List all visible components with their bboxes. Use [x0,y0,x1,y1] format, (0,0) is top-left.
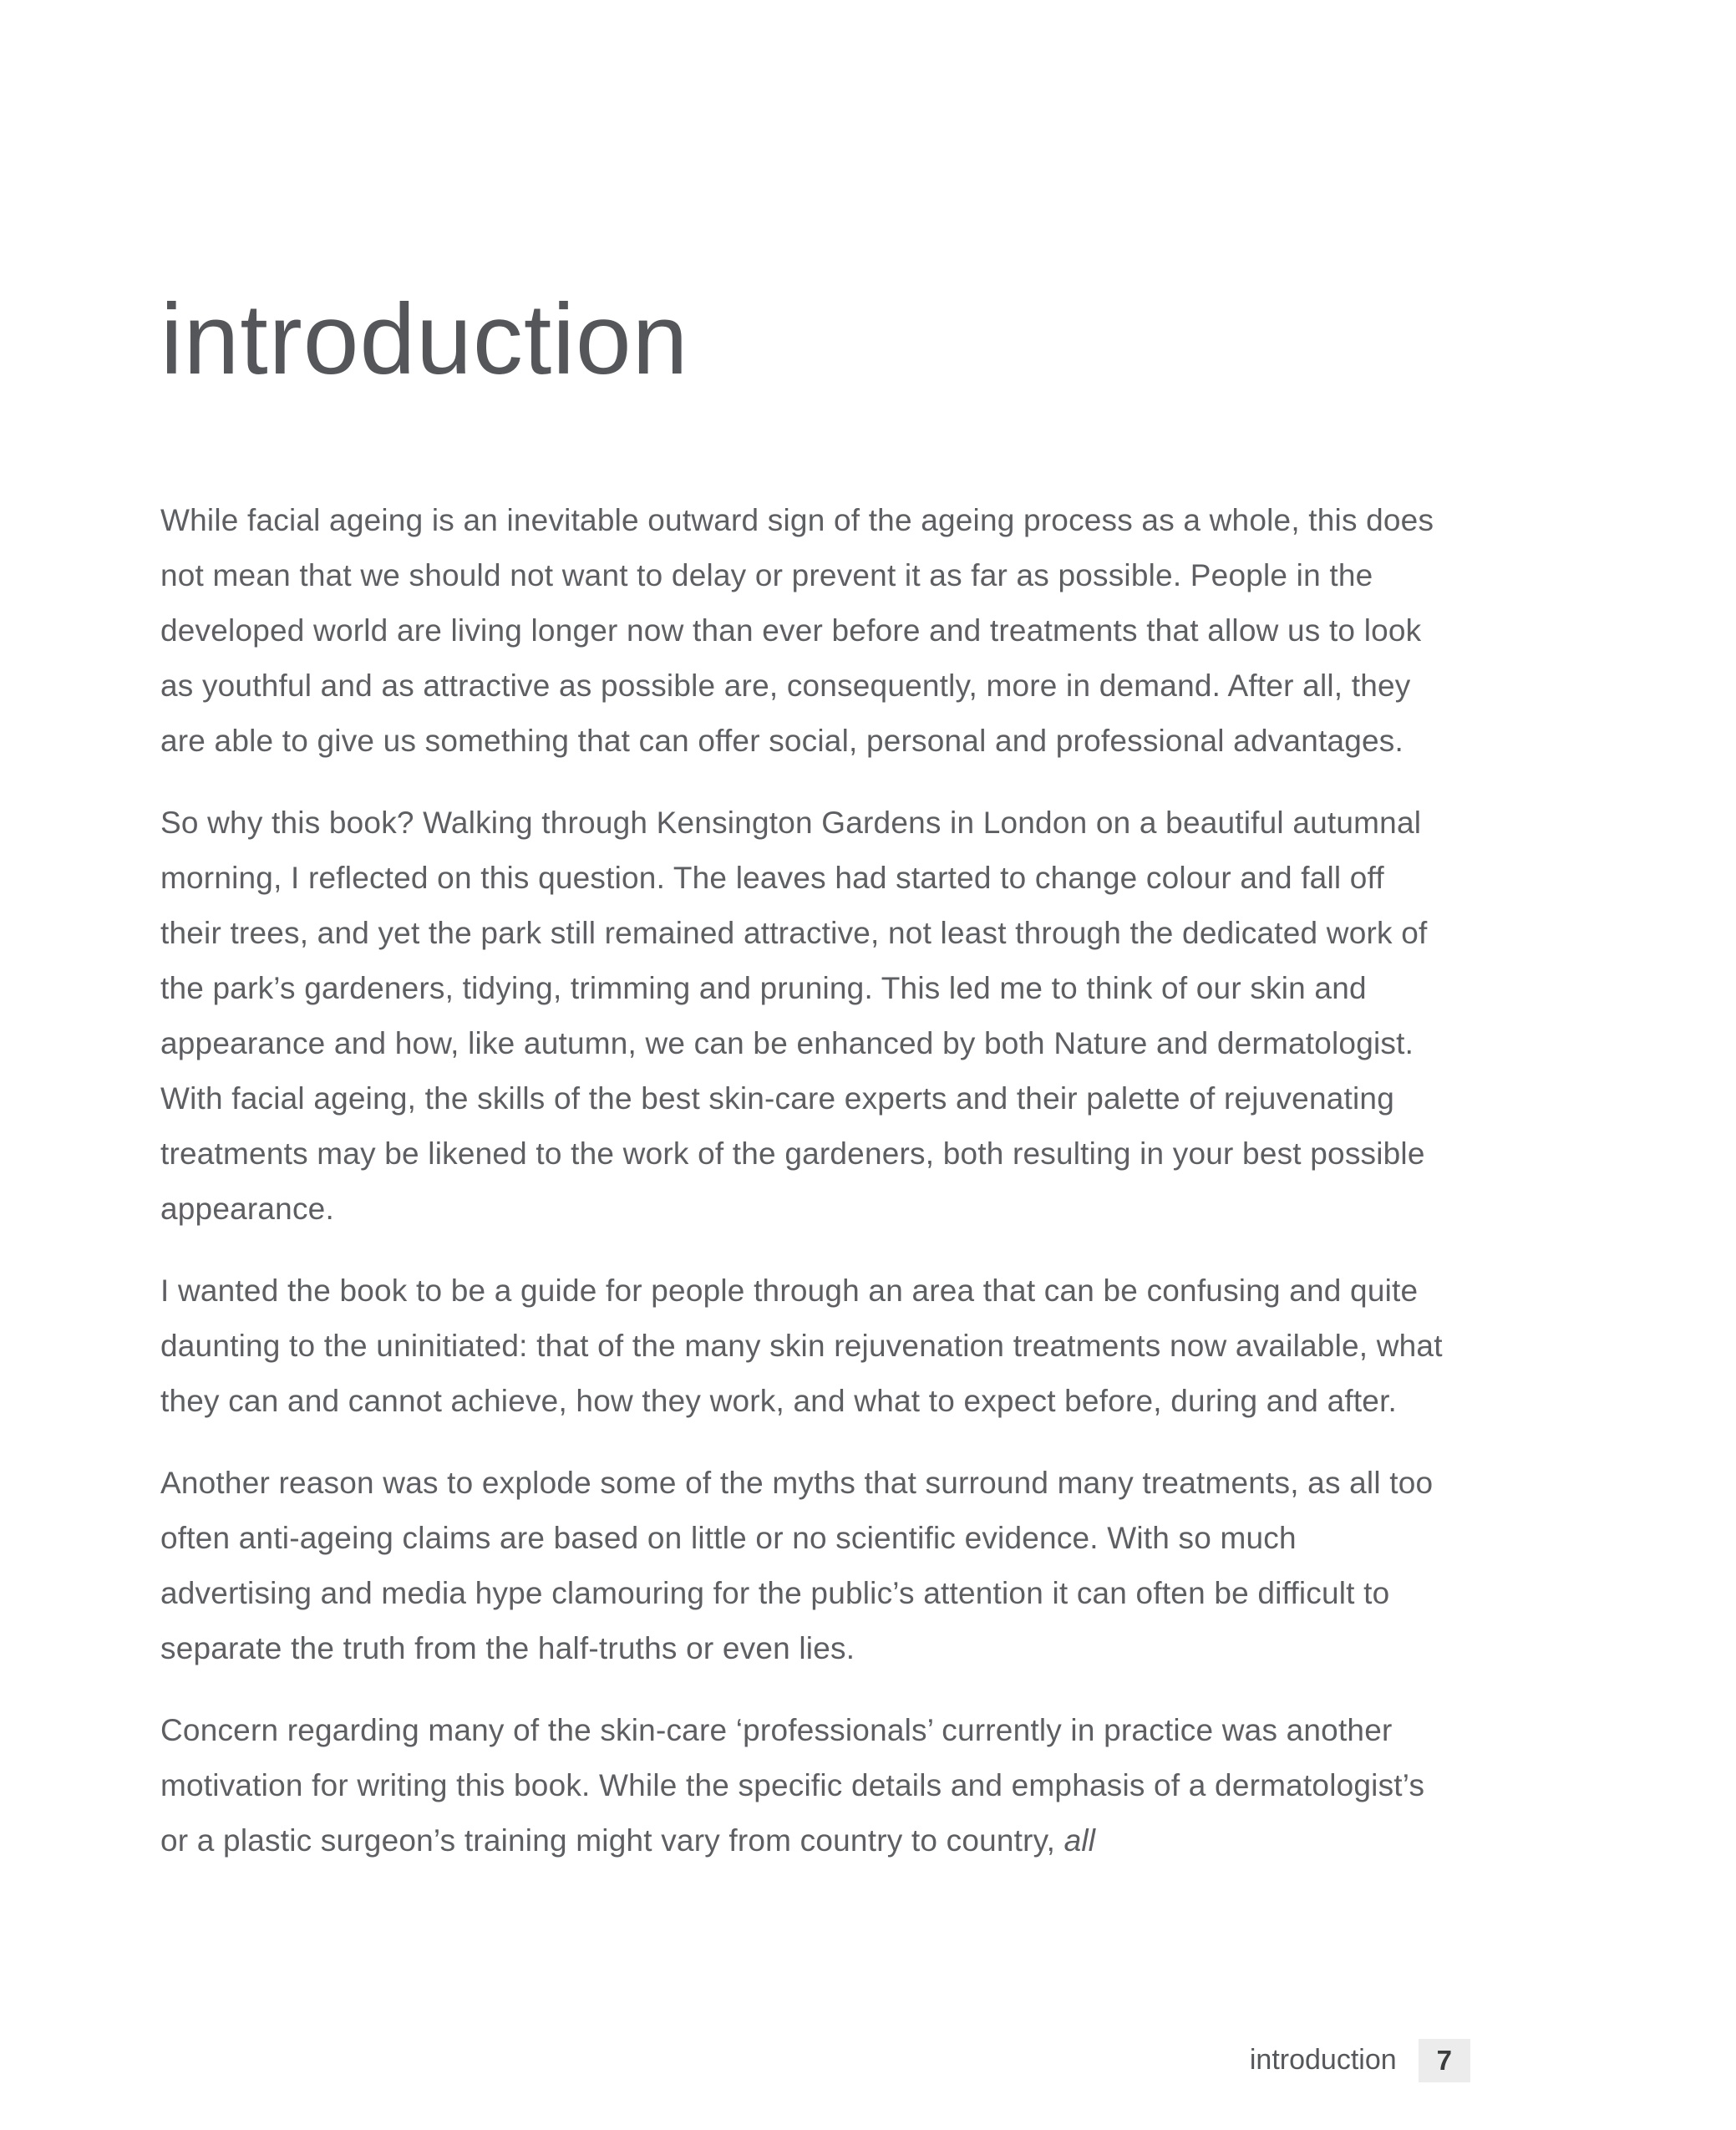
paragraph-text: Concern regarding many of the skin-care ‘professionals’ currently in practice was another motivation for writing this book. While the specific details and emphasis of a dermatologist’s or a plastic surgeon’s training might vary from country to country, [160,1713,1425,1858]
footer-section-label: introduction [1249,2044,1397,2077]
body-paragraph: While facial ageing is an inevitable outward sign of the ageing process as a whole, this does not mean that we should not want to delay or prevent it as far as possible. People in the developed world are living longer now than ever before and treatments that allow us to look as youthful and as attractive as possible are, consequently, more in demand. After all, they are able to give us something that can offer social, personal and professional advantages. [160,503,1434,758]
body-text [160,493,1454,1868]
page-footer [1250,2039,1470,2082]
body-paragraph [160,1703,1454,1868]
body-paragraph: So why this book? Walking through Kensington Gardens in London on a beautiful autumnal morning, I reflected on this question. The leaves had started to change colour and fall off their trees, and yet the park still remained attractive, not least through the dedicated work of the park’s gardeners, tidying, trimming and pruning. This led me to think of our skin and appearance and how, like autumn, we can be enhanced by both Nature and dermatologist. With facial ageing, the skills of the best skin-care experts and their palette of rejuvenating treatments may be likened to the work of the gardeners, both resulting in your best possible appearance. [160,806,1428,1226]
page-title: introduction [160,283,689,395]
body-paragraph: Another reason was to explode some of the myths that surround many treatments, as all too often anti-ageing claims are based on little or no scientific evidence. With so much advertising and media hype clamouring for the public’s attention it can often be difficult to separate the truth from the half-truths or even lies. [160,1466,1434,1665]
page-content [160,0,1454,1895]
page-number-badge: 7 [1419,2039,1470,2082]
italic-word: all [1063,1823,1096,1858]
body-paragraph: I wanted the book to be a guide for people through an area that can be confusing and quite daunting to the uninitiated: that of the many skin rejuvenation treatments now available, what they can and cannot achieve, how they work, and what to expect before, during and after. [160,1273,1443,1418]
